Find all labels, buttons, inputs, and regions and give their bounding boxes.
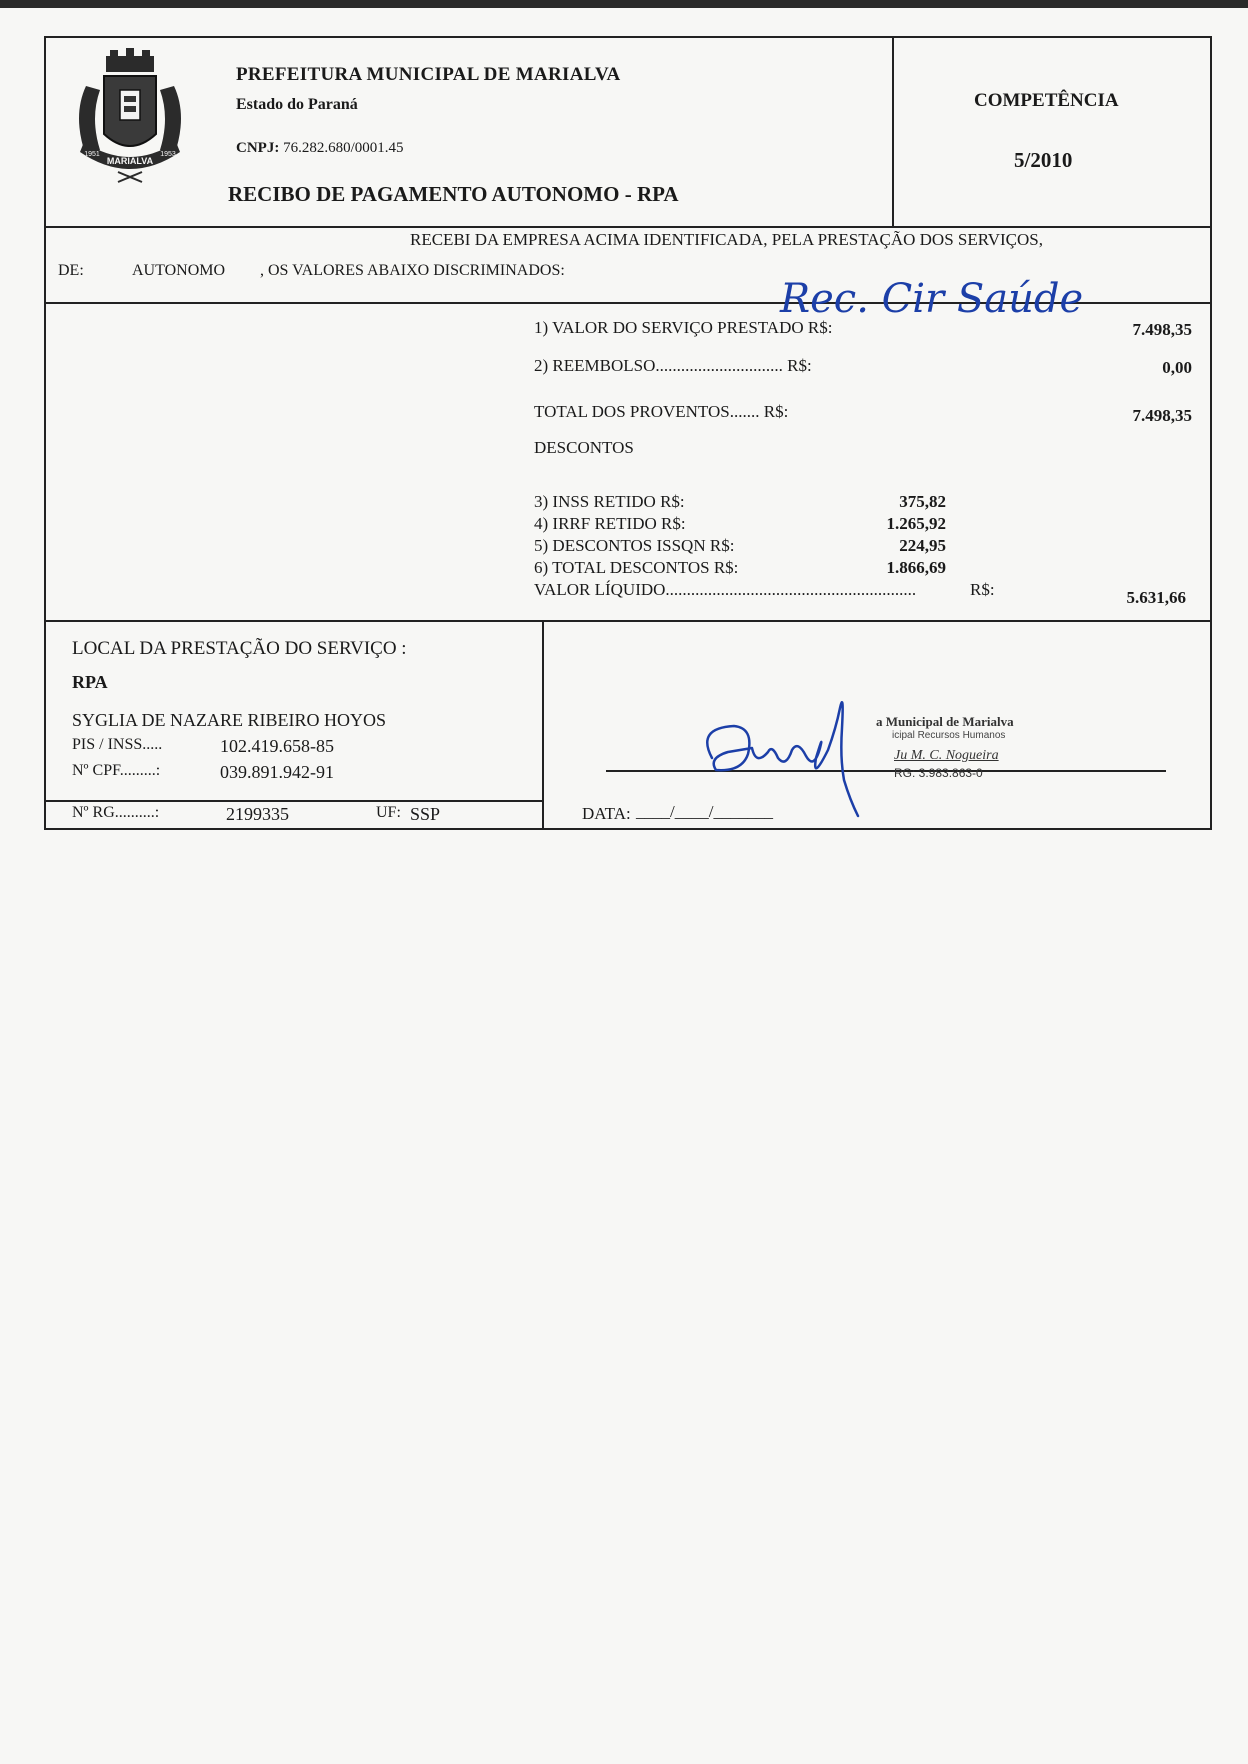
stamp-line2: icipal Recursos Humanos [892, 730, 1006, 741]
pis-label: PIS / INSS..... [72, 736, 163, 753]
recibo-title: RECIBO DE PAGAMENTO AUTONOMO - RPA [228, 182, 679, 206]
pis-value: 102.419.658-85 [220, 736, 334, 756]
rg-row-line [46, 800, 542, 802]
svg-text:MARIALVA: MARIALVA [106, 156, 154, 166]
irrf-label: 4) IRRF RETIDO R$: [534, 514, 686, 533]
person-name: SYGLIA DE NAZARE RIBEIRO HOYOS [72, 710, 386, 730]
cpf-value: 039.891.942-91 [220, 762, 334, 782]
estado-label: Estado do Paraná [236, 96, 358, 113]
de-label: DE: [58, 262, 84, 279]
scan-edge [0, 0, 1248, 8]
bottom-divider [542, 620, 544, 828]
issqn-label: 5) DESCONTOS ISSQN R$: [534, 536, 735, 555]
svg-text:1953: 1953 [160, 151, 176, 158]
stamp-name: Ju M. C. Nogueira [894, 748, 999, 763]
descontos-label: DESCONTOS [534, 438, 634, 457]
declaration-line2: , OS VALORES ABAIXO DISCRIMINADOS: [260, 262, 565, 279]
servico-value: 7.498,35 [1132, 320, 1192, 339]
header-bottom-line [46, 226, 1210, 228]
liquido-value: 5.631,66 [1126, 588, 1186, 607]
stamp-line1: a Municipal de Marialva [876, 714, 1014, 729]
uf-value: SSP [410, 804, 441, 824]
rpa-form [44, 36, 1212, 830]
data-label: DATA: [582, 804, 631, 823]
liquido-currency: R$: [970, 580, 995, 599]
declaration-line1: RECEBI DA EMPRESA ACIMA IDENTIFICADA, PELA PRESTAÇÃO DOS SERVIÇOS, [410, 230, 1043, 249]
prefeitura-title: PREFEITURA MUNICIPAL DE MARIALVA [236, 64, 621, 85]
issqn-value: 224,95 [899, 536, 946, 555]
local-label: LOCAL DA PRESTAÇÃO DO SERVIÇO : [72, 638, 407, 659]
svg-text:1951: 1951 [84, 151, 100, 158]
rg-label: Nº RG..........: [72, 804, 160, 821]
local-value: RPA [72, 672, 108, 692]
total-descontos-value: 1.866,69 [886, 558, 946, 577]
inss-value: 375,82 [899, 492, 946, 511]
values-bottom-line [46, 620, 1210, 622]
cpf-label: Nº CPF.........: [72, 762, 161, 779]
competencia-value: 5/2010 [1014, 148, 1073, 172]
cnpj-value: 76.282.680/0001.45 [283, 140, 404, 156]
reembolso-label: 2) REEMBOLSO.............................. R$: [534, 356, 812, 375]
data-field[interactable]: ____/____/_______ [636, 802, 773, 821]
cnpj [236, 140, 404, 157]
total-descontos-label: 6) TOTAL DESCONTOS R$: [534, 558, 739, 577]
irrf-value: 1.265,92 [886, 514, 946, 533]
servico-label: 1) VALOR DO SERVIÇO PRESTADO R$: [534, 318, 833, 337]
marialva-seal-icon [66, 46, 194, 186]
total-proventos-value: 7.498,35 [1132, 406, 1192, 425]
uf-label: UF: [376, 804, 401, 821]
stamp-rg: RG: 3.983.863-0 [894, 766, 983, 780]
rg-value: 2199335 [226, 804, 289, 824]
liquido-label: VALOR LÍQUIDO........................................................... [534, 580, 917, 599]
de-value: AUTONOMO [132, 262, 226, 279]
total-proventos-label: TOTAL DOS PROVENTOS....... R$: [534, 402, 789, 421]
inss-label: 3) INSS RETIDO R$: [534, 492, 685, 511]
header-divider [892, 38, 894, 226]
svg-text:Rec. Cir Saúde: Rec. Cir Saúde [780, 276, 1084, 322]
reembolso-value: 0,00 [1162, 358, 1192, 377]
competencia-label: COMPETÊNCIA [974, 90, 1119, 111]
cnpj-label: CNPJ: [236, 140, 280, 156]
